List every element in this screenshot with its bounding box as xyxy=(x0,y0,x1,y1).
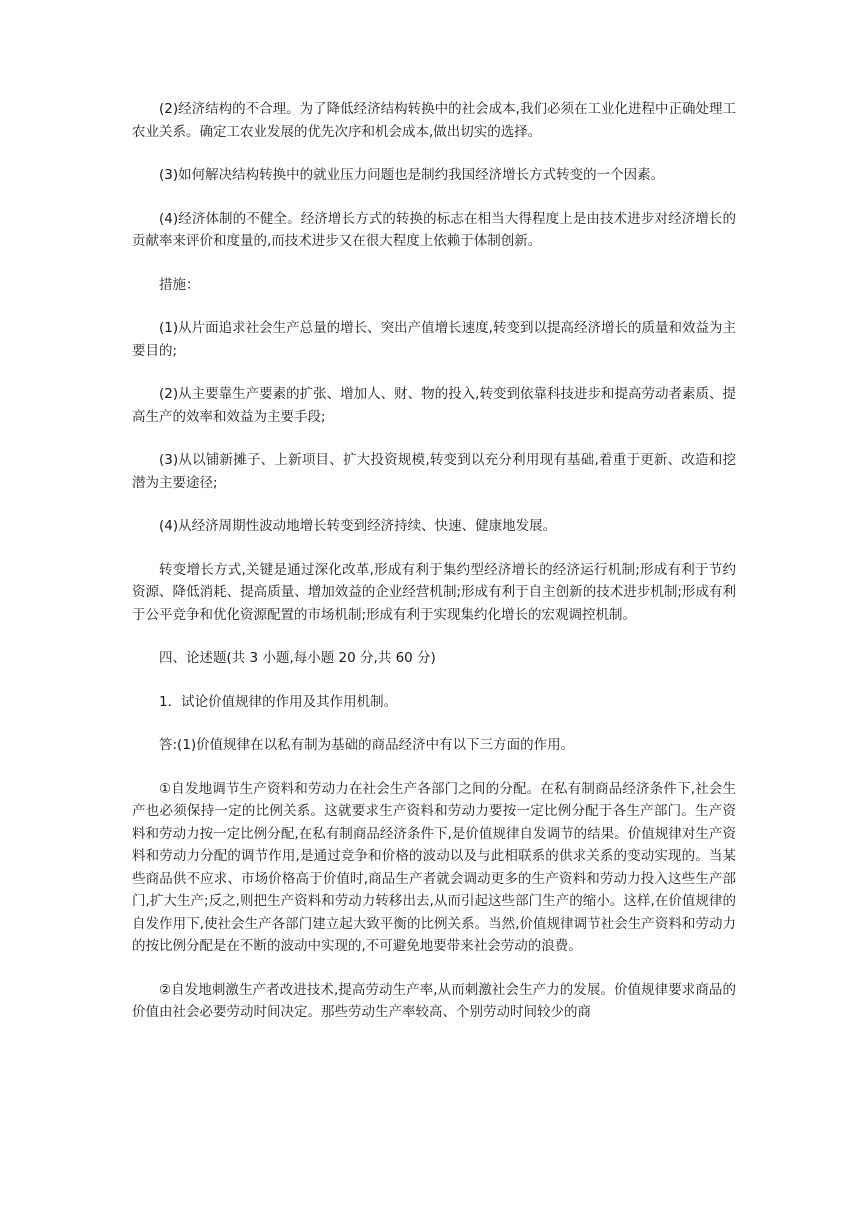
paragraph-economic-system: (4)经济体制的不健全。经济增长方式的转换的标志在相当大得程度上是由技术进步对经济增长的贡献率来评价和度量的,而技术进步又在很大程度上依赖于体制创新。 xyxy=(132,210,736,249)
paragraph-transformation-key: 转变增长方式,关键是通过深化改革,形成有利于集约型经济增长的经济运行机制;形成有利于节约资源、降低消耗、提高质量、增加效益的企业经营机制;形成有利于自主创新的技术进步机制;形成有利于公平竞争和优化资源配置的市场机制;形成有利于实现集约化增长的宏观调控机制。 xyxy=(132,561,736,623)
paragraph-measure-4: (4)从经济周期性波动地增长转变到经济持续、快速、健康地发展。 xyxy=(159,518,557,534)
paragraph-measure-2: (2)从主要靠生产要素的扩张、增加人、财、物的投入,转变到依靠科技进步和提高劳动者素质、提高生产的效率和效益为主要手段; xyxy=(132,386,736,425)
answer-point-2: ②自发地刺激生产者改进技术,提高劳动生产率,从而刺激社会生产力的发展。价值规律要求商品的价值由社会必要劳动时间决定。那些劳动生产率较高、个别劳动时间较少的商 xyxy=(132,981,736,1020)
document-body xyxy=(132,98,736,1045)
answer-intro: 答:(1)价值规律在以私有制为基础的商品经济中有以下三方面的作用。 xyxy=(159,737,575,753)
paragraph-measures-heading: 措施： xyxy=(159,276,200,293)
paragraph-employment-pressure: (3)如何解决结构转换中的就业压力问题也是制约我国经济增长方式转变的一个因素。 xyxy=(159,167,665,183)
paragraph-measure-1: (1)从片面追求社会生产总量的增长、突出产值增长速度,转变到以提高经济增长的质量和效益为主要目的; xyxy=(132,320,736,359)
answer-point-1: ①自发地调节生产资料和劳动力在社会生产各部门之间的分配。在私有制商品经济条件下,社会生产也必须保持一定的比例关系。这就要求生产资料和劳动力要按一定比例分配于各生产部门。生产资料和劳动力按一定比例分配,在私有制商品经济条件下,是价值规律自发调节的结果。价值规律对生产资料和劳动力分配的调节作用,是通过竞争和价格的波动以及与此相联系的供求关系的变动实现的。当某些商品供不应求、市场价格高于价值时,商品生产者就会调动更多的生产资料和劳动力投入这些生产部门,扩大生产;反之,则把生产资料和劳动力转移出去,从而引起这些部门生产的缩小。这样,在价值规律的自发作用下,使社会生产各部门建立起大致平衡的比例关系。当然,价值规律调节社会生产资料和劳动力的按比例分配是在不断的波动中实现的,不可避免地要带来社会劳动的浪费。 xyxy=(132,780,736,954)
section-heading-essay-questions: 四、论述题(共 3 小题,每小题 20 分,共 60 分) xyxy=(159,650,436,666)
paragraph-measure-3: (3)从以铺新摊子、上新项目、扩大投资规模,转变到以充分利用现有基础,着重于更新、改造和挖潜为主要途径; xyxy=(132,452,736,491)
paragraph-economic-structure: (2)经济结构的不合理。为了降低经济结构转换中的社会成本,我们必须在工业化进程中正确处理工农业关系。确定工农业发展的优先次序和机会成本,做出切实的选择。 xyxy=(132,101,736,140)
question-1: 1．试论价值规律的作用及其作用机制。 xyxy=(159,693,398,710)
